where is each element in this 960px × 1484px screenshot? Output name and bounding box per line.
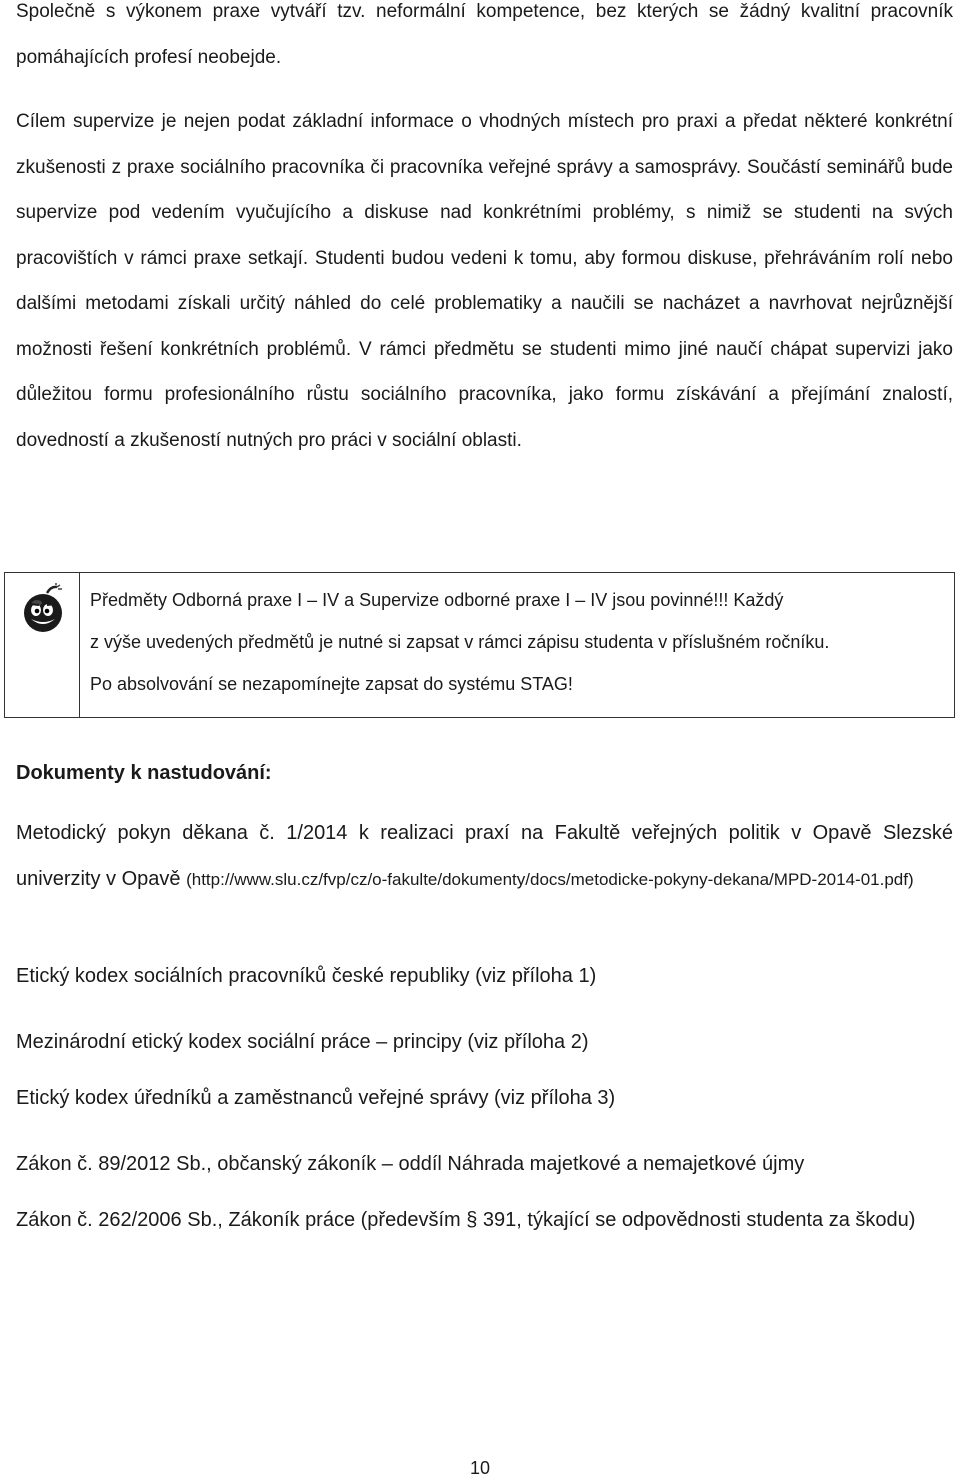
page-number: 10	[469, 1458, 491, 1478]
intro-paragraph: Společně s výkonem praxe vytváří tzv. neformální kompetence, bez kterých se žádný kvalitní pracovník pomáhajících profesí neobejde.	[16, 1, 953, 68]
document-1-title: Metodický pokyn děkana č. 1/2014 k realizaci praxí na Fakultě veřejných politik v Opavě Slezské univerzity v Opavě	[16, 822, 953, 890]
document-item-5: Zákon č. 89/2012 Sb., občanský zákoník – oddíl Náhrada majetkové a nemajetkové újmy	[16, 1153, 805, 1175]
document-item-6: Zákon č. 262/2006 Sb., Zákoník práce (především § 391, týkající se odpovědnosti studenta za škodu)	[16, 1209, 916, 1231]
notice-icon-cell	[5, 573, 80, 717]
notice-text	[90, 579, 944, 705]
document-item-2: Etický kodex sociálních pracovníků české republiky (viz příloha 1)	[16, 965, 597, 987]
notice-line-1: Předměty Odborná praxe I – IV a Supervize odborné praxe I – IV jsou povinné!!! Každý	[90, 590, 784, 610]
notice-line-3: Po absolvování se nezapomínejte zapsat do systému STAG!	[90, 674, 573, 694]
document-1-url: (http://www.slu.cz/fvp/cz/o-fakulte/dokumenty/docs/metodicke-pokyny-dekana/MPD-2014-01.pdf)	[186, 870, 914, 889]
notice-text-cell	[80, 573, 954, 717]
notice-line-2: z výše uvedených předmětů je nutné si zapsat v rámci zápisu studenta v příslušném ročníku.	[90, 632, 830, 652]
document-item-4: Etický kodex úředníků a zaměstnanců veřejné správy (viz příloha 3)	[16, 1087, 616, 1109]
document-item-1	[16, 810, 953, 903]
notice-box	[4, 572, 955, 718]
documents-heading: Dokumenty k nastudování:	[16, 762, 272, 784]
supervision-paragraph: Cílem supervize je nejen podat základní informace o vhodných místech pro praxi a předat některé konkrétní zkušenosti z praxe sociálního pracovníka či pracovníka veřejné správy a samosprávy. Součástí seminářů bude supervize pod vedením vyučujícího a diskuse nad konkrétními problémy, s nimiž se studenti na svých pracovištích v rámci praxe setkají. Studenti budou vedeni k tomu, aby formou diskuse, přehráváním rolí nebo dalšími metodami získali určitý náhled do celé problematiky a naučili se nacházet a navrhovat nejrůznější možnosti řešení konkrétních problémů. V rámci předmětu se studenti mimo jiné naučí chápat supervizi jako důležitou formu profesionálního růstu sociálního pracovníka, jako formu získávání a přejímání znalostí, dovedností a zkušeností nutných pro práci v sociální oblasti.	[16, 111, 953, 451]
document-item-3: Mezinárodní etický kodex sociální práce – principy (viz příloha 2)	[16, 1031, 589, 1053]
bomb-icon	[17, 583, 71, 637]
